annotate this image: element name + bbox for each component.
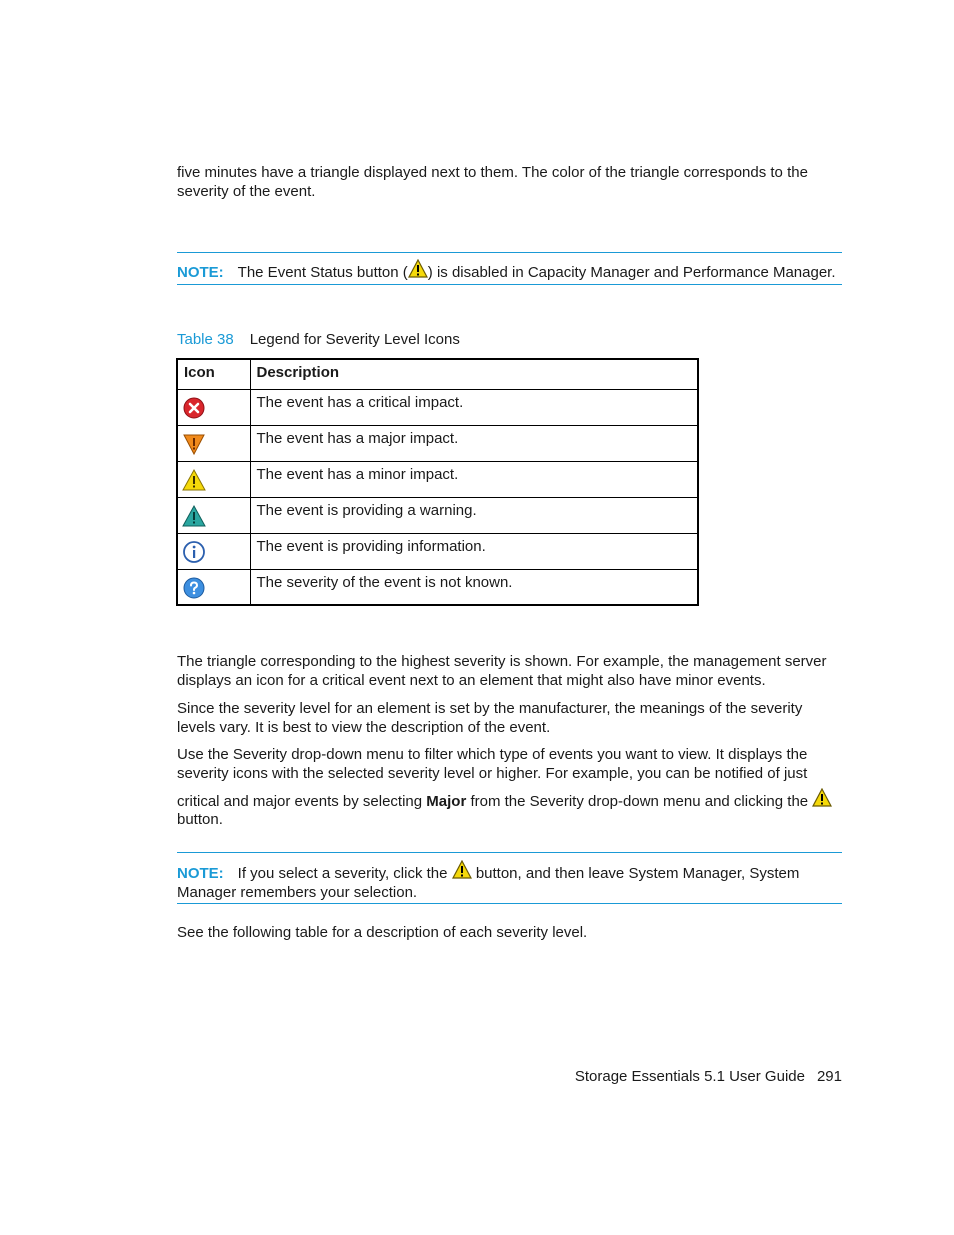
info-circle-icon [182,540,206,564]
note2-label: NOTE: [177,865,224,882]
table-row [177,425,698,461]
row-description: The event has a critical impact. [250,389,698,425]
note1-text-after: ) is disabled in Capacity Manager and Performance Manager. [427,264,836,281]
row-description: The event is providing information. [250,533,698,569]
unknown-question-icon [182,576,206,600]
intro-paragraph: five minutes have a triangle displayed next to them. The color of the triangle corresponds to the severity of the event. [177,164,808,200]
row-description: The severity of the event is not known. [250,569,698,605]
table-row [177,569,698,605]
note2-text-before: If you select a severity, click the [237,865,452,882]
paragraph-filter-line1: Use the Severity drop-down menu to filter which type of events you want to view. It displays the severity icons with the selected severity level or higher. For example, you can be notified of just [177,746,808,782]
warning-teal-triangle-icon [182,504,206,528]
note2-bottom-rule [177,903,842,904]
filter-text-before: critical and major events by selecting [177,793,427,810]
paragraph-filter-end: button. [177,811,223,828]
note1 [177,259,857,282]
warning-triangle-icon [408,259,428,279]
page-number: 291 [816,1068,842,1085]
footer-title: Storage Essentials 5.1 User Guide [574,1068,805,1085]
page-footer [575,1067,842,1086]
warning-triangle-icon [452,860,472,880]
note2-text-after: button, and then leave System Manager, System Manager remembers your selection. [177,865,800,901]
table-number: Table 38 [177,331,234,348]
critical-x-icon [182,396,206,420]
header-description: Description [250,359,698,389]
table-row [177,533,698,569]
note1-text-before: The Event Status button ( [237,264,408,281]
table-title: Legend for Severity Level Icons [249,331,460,348]
table-row [177,497,698,533]
table-header-row [177,359,698,389]
header-icon: Icon [177,359,250,389]
warning-triangle-icon [812,788,832,808]
severity-legend-table [176,358,699,606]
table-row [177,461,698,497]
major-down-triangle-icon [182,432,206,456]
row-description: The event is providing a warning. [250,497,698,533]
table-caption [177,330,460,349]
note2-top-rule [177,852,842,853]
note1-top-rule [177,252,842,253]
note1-bottom-rule [177,284,842,285]
paragraph-manufacturer: Since the severity level for an element is set by the manufacturer, the meanings of the severity levels vary. It is best to view the description of the event. [177,700,803,736]
paragraph-see-table: See the following table for a description of each severity level. [177,924,588,941]
row-description: The event has a minor impact. [250,461,698,497]
row-description: The event has a major impact. [250,425,698,461]
table-row [177,389,698,425]
note2 [177,860,842,902]
filter-text-after: from the Severity drop-down menu and clicking the [466,793,813,810]
note1-label: NOTE: [177,264,224,281]
paragraph-filter-line2 [177,788,857,811]
major-bold-label: Major [426,793,467,810]
paragraph-highest-severity: The triangle corresponding to the highest severity is shown. For example, the management server displays an icon for a critical event next to an element that might also have minor events. [177,653,827,689]
minor-yellow-triangle-icon [182,468,206,492]
